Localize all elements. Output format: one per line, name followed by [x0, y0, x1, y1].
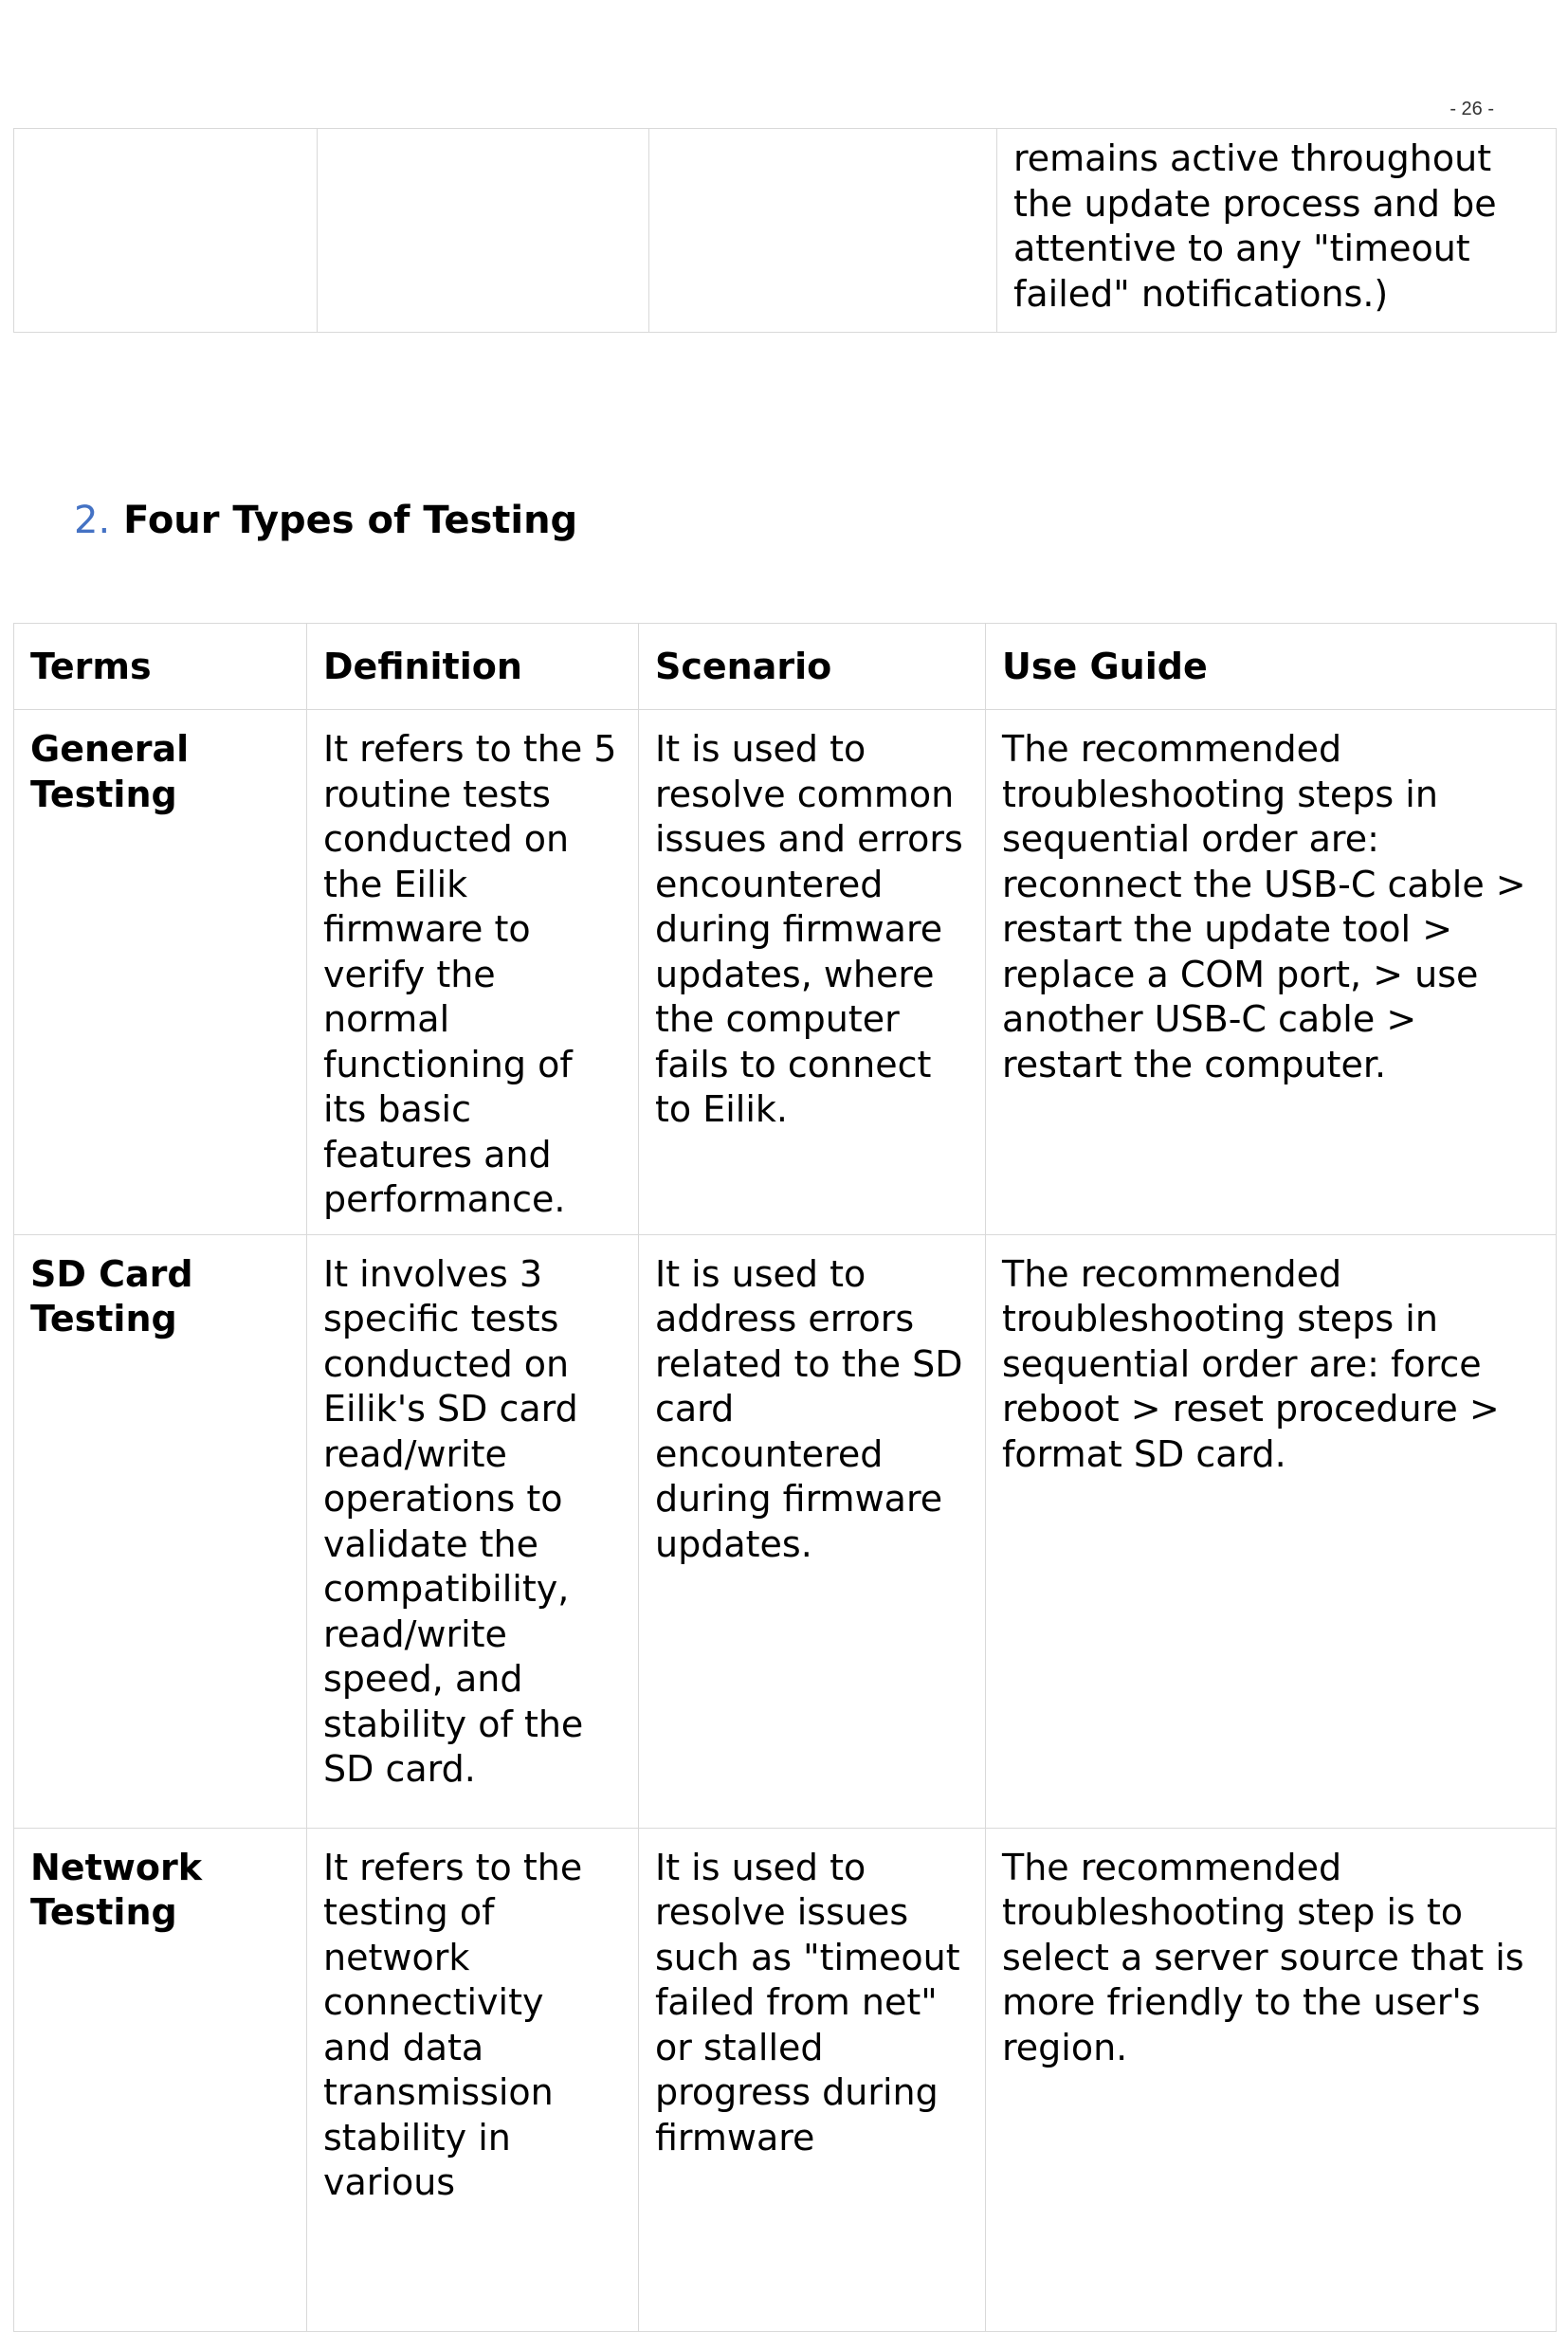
section-heading	[74, 499, 577, 542]
term-cell: General Testing	[14, 710, 307, 1235]
table-row	[14, 1234, 1557, 1828]
scenario-cell: It is used to resolve common issues and errors encountered during firmware updates, where the computer fails to connect to Eilik.	[639, 710, 986, 1235]
testing-types-table	[13, 623, 1557, 2332]
table-row	[14, 1828, 1557, 2331]
column-header-use-guide: Use Guide	[986, 624, 1557, 710]
table-row	[14, 129, 1557, 333]
table-cell: remains active throughout the update process and be attentive to any "timeout failed" notifications.)	[997, 129, 1557, 333]
definition-cell: It refers to the testing of network connectivity and data transmission stability in various	[307, 1828, 639, 2331]
definition-cell: It involves 3 specific tests conducted on Eilik's SD card read/write operations to validate the compatibility, read/write speed, and stability of the SD card.	[307, 1234, 639, 1828]
use-guide-cell: The recommended troubleshooting step is to select a server source that is more friendly to the user's region.	[986, 1828, 1557, 2331]
table-header-row	[14, 624, 1557, 710]
column-header-scenario: Scenario	[639, 624, 986, 710]
use-guide-cell: The recommended troubleshooting steps in sequential order are: force reboot > reset procedure > format SD card.	[986, 1234, 1557, 1828]
term-cell: SD Card Testing	[14, 1234, 307, 1828]
section-title: Four Types of Testing	[123, 499, 578, 542]
table-cell	[649, 129, 997, 333]
section-number: 2.	[74, 499, 111, 542]
term-cell: Network Testing	[14, 1828, 307, 2331]
table-cell	[14, 129, 318, 333]
continued-table	[13, 128, 1557, 333]
page-number: - 26 -	[1449, 99, 1494, 119]
scenario-cell: It is used to address errors related to the SD card encountered during firmware updates.	[639, 1234, 986, 1828]
table-row	[14, 710, 1557, 1235]
scenario-cell: It is used to resolve issues such as "timeout failed from net" or stalled progress during firmware	[639, 1828, 986, 2331]
column-header-definition: Definition	[307, 624, 639, 710]
definition-cell: It refers to the 5 routine tests conducted on the Eilik firmware to verify the normal functioning of its basic features and performance.	[307, 710, 639, 1235]
table-cell	[318, 129, 649, 333]
use-guide-cell: The recommended troubleshooting steps in sequential order are: reconnect the USB-C cable > restart the update tool > replace a COM port, > use another USB-C cable > restart the computer.	[986, 710, 1557, 1235]
column-header-terms: Terms	[14, 624, 307, 710]
